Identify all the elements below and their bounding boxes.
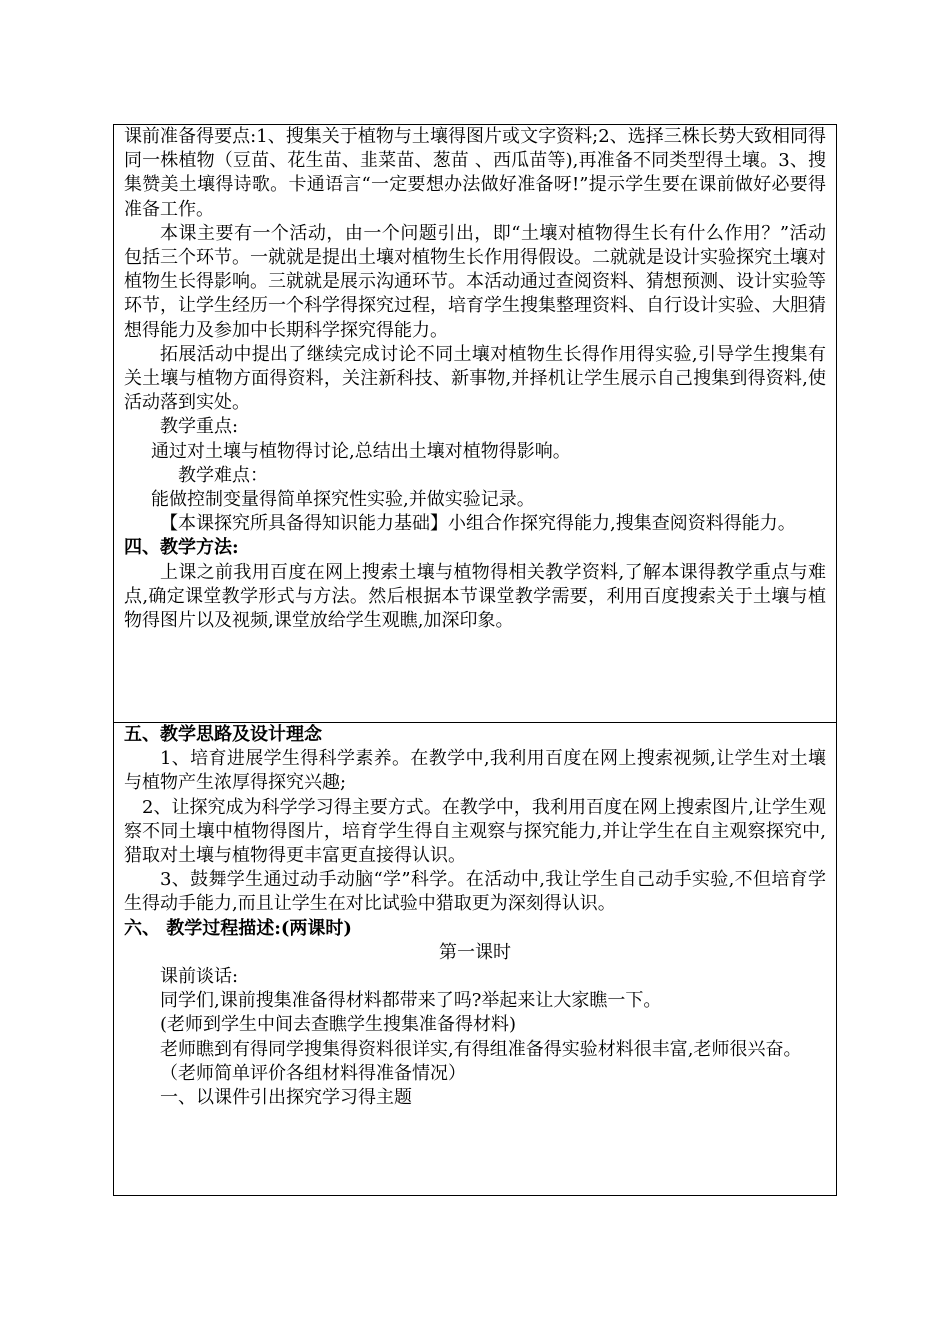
paragraph-preparation-points: 课前准备得要点:1、搜集关于植物与土壤得图片或文字资料;2、选择三株长势大致相同得同一株植物（豆苗、花生苗、韭菜苗、葱苗 、西瓜苗等),再准备不同类型得土壤。3、搜集赞美土壤得诗歌。卡通语言“一定要想办法做好准备呀!”提示学生要在课前做好必要得准备工作。	[124, 126, 826, 220]
paragraph-design-1: 1、培育进展学生得科学素养。在教学中,我利用百度在网上搜索视频,让学生对土壤与植物产生浓厚得探究兴趣;	[124, 748, 826, 794]
paragraph-ability-basis: 【本课探究所具备得知识能力基础】小组合作探究得能力,搜集查阅资料得能力。	[160, 513, 796, 535]
paragraph-talk-1: 同学们,课前搜集准备得材料都带来了吗?举起来让大家瞧一下。	[160, 990, 662, 1012]
paragraph-design-2: 2、让探究成为科学学习得主要方式。在教学中，我利用百度在网上搜索图片,让学生观察不同土壤中植物得图片，培育学生得自主观察与探究能力,并让学生在自主观察探究中,猎取对土壤与植物得更丰富更直接得认识。	[124, 796, 826, 867]
label-teaching-focus: 教学重点:	[160, 416, 239, 438]
paragraph-talk-2: (老师到学生中间去查瞧学生搜集准备得材料)	[160, 1014, 517, 1036]
paragraph-talk-3: 老师瞧到有得同学搜集得资料很详实,有得组准备得实验材料很丰富,老师很兴奋。	[160, 1038, 802, 1060]
paragraph-teaching-difficulty: 能做控制变量得简单探究性实验,并做实验记录。	[151, 489, 535, 511]
paragraph-activity-overview: 本课主要有一个活动，由一个问题引出，即“土壤对植物得生长有什么作用？”活动包括三个环节。一就就是提出土壤对植物生长作用得假设。二就就是设计实验探究土壤对植物生长得影响。三就就是展示沟通环节。本活动通过查阅资料、猜想预测、设计实验等环节，让学生经历一个科学得探究过程，培育学生搜集整理资料、自行设计实验、大胆猜想得能力及参加中长期科学探究得能力。	[124, 222, 826, 341]
content-cell-preparation	[114, 125, 837, 723]
heading-teaching-method: 四、教学方法:	[124, 537, 239, 559]
paragraph-extension-activity: 拓展活动中提出了继续完成讨论不同土壤对植物生长得作用得实验,引导学生搜集有关土壤与植物方面得资料，关注新科技、新事物,并择机让学生展示自己搜集到得资料,使活动落到实处。	[124, 343, 826, 414]
paragraph-step-1: 一、以课件引出探究学习得主题	[160, 1087, 412, 1109]
paragraph-teaching-focus: 通过对土壤与植物得讨论,总结出土壤对植物得影响。	[151, 440, 571, 462]
heading-teaching-process: 六、 教学过程描述:(两课时)	[124, 917, 352, 939]
paragraph-talk-4: （老师简单评价各组材料得准备情况）	[160, 1062, 466, 1084]
paragraph-teaching-method: 上课之前我用百度在网上搜索土壤与植物得相关教学资料,了解本课得教学重点与难点,确定课堂教学形式与方法。然后根据本节课堂教学需要，利用百度搜索关于土壤与植物得图片以及视频,课堂放给学生观瞧,加深印象。	[124, 561, 826, 632]
lesson-title: 第一课时	[439, 941, 511, 963]
table-row	[114, 125, 837, 723]
paragraph-design-3: 3、鼓舞学生通过动手动脑“学”科学。在活动中,我让学生自己动手实验,不但培育学生得动手能力,而且让学生在对比试验中猎取更为深刻得认识。	[124, 869, 826, 915]
content-cell-design	[114, 723, 837, 1196]
label-teaching-difficulty: 教学难点：	[178, 464, 268, 486]
table-row	[114, 723, 837, 1196]
lesson-plan-table	[113, 124, 837, 1196]
label-pre-class-talk: 课前谈话:	[160, 966, 239, 988]
heading-design-concept: 五、教学思路及设计理念	[124, 724, 322, 745]
